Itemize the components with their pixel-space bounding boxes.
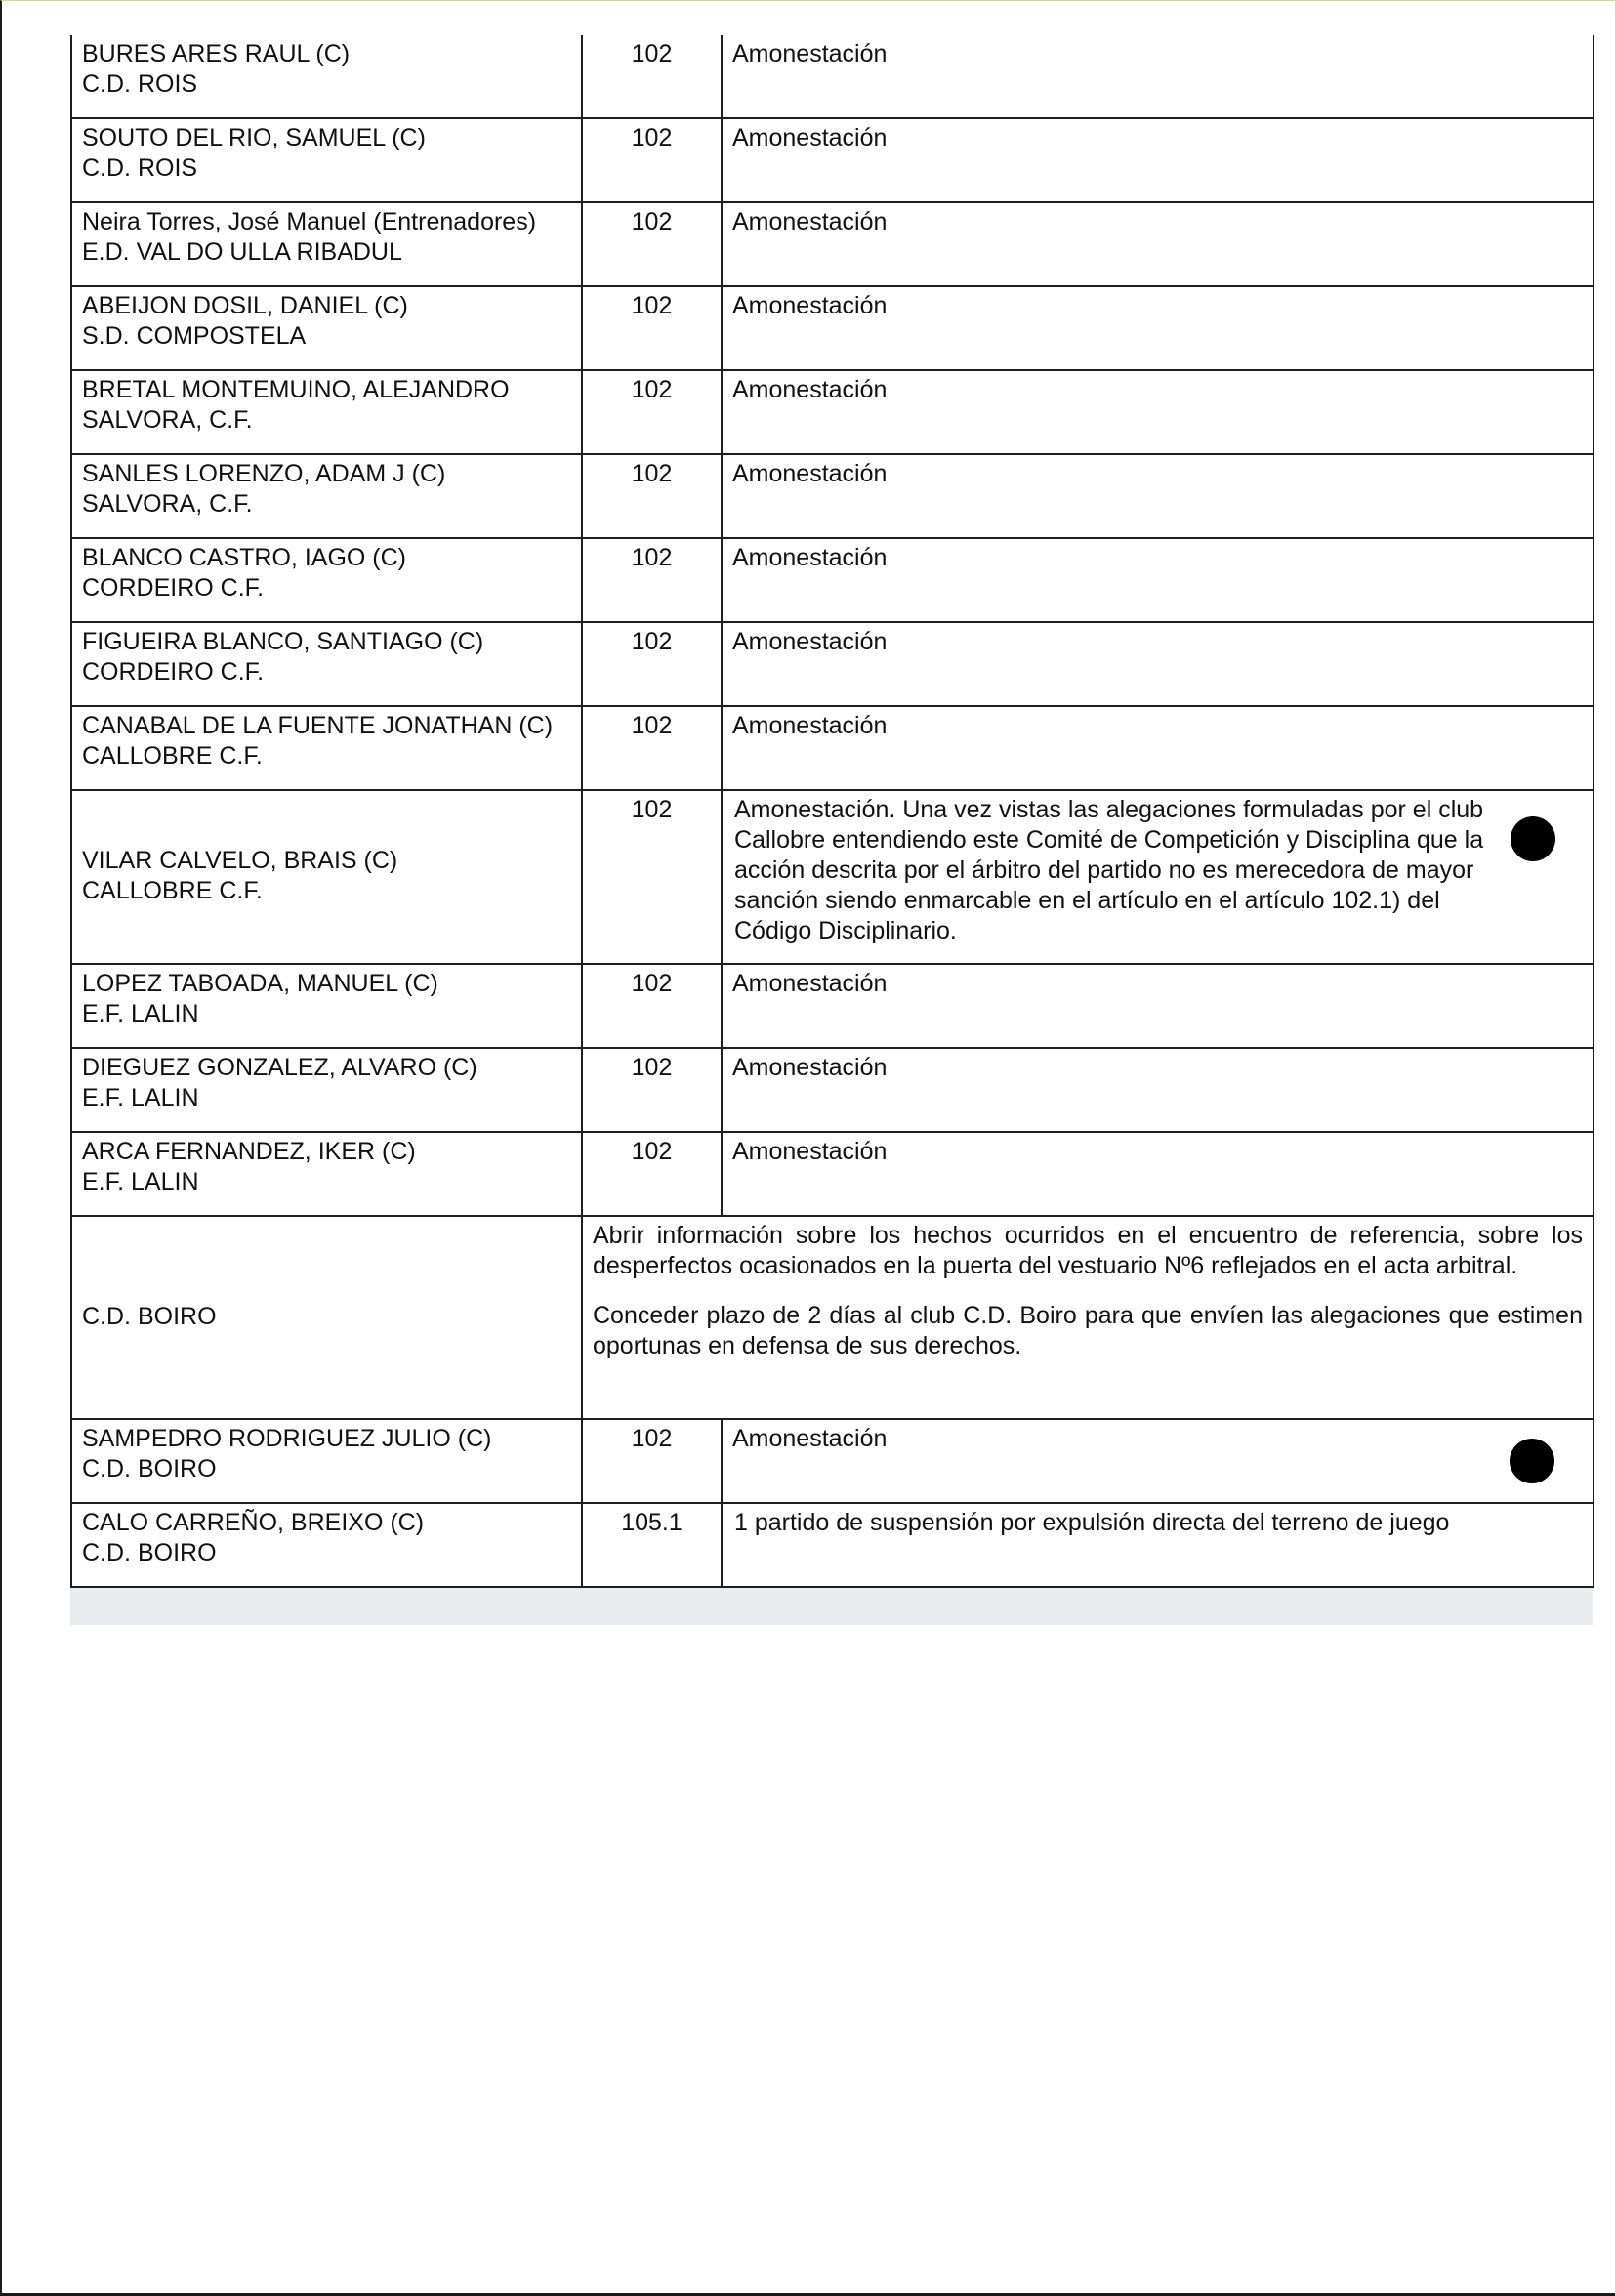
- sanctioned-person-cell: [71, 286, 582, 370]
- article-cell: 102: [582, 286, 722, 370]
- person-name: ARCA FERNANDEZ, IKER (C): [82, 1138, 416, 1165]
- person-name: BRETAL MONTEMUINO, ALEJANDRO: [82, 376, 510, 403]
- table-row: [71, 454, 1594, 538]
- resolution-cell: [722, 790, 1594, 964]
- resolution-paragraph: Conceder plazo de 2 días al club C.D. Boiro para que envíen las alegaciones que estimen oportunas en defensa de sus derechos.: [593, 1302, 1583, 1359]
- article-cell: 102: [582, 454, 722, 538]
- person-name: SAMPEDRO RODRIGUEZ JULIO (C): [82, 1425, 492, 1452]
- article-cell: 102: [582, 1419, 722, 1503]
- article-cell: 102: [582, 706, 722, 790]
- resolution-cell: 1 partido de suspensión por expulsión directa del terreno de juego: [722, 1503, 1594, 1587]
- sanctioned-person-cell: [71, 622, 582, 706]
- article-cell: 102: [582, 1048, 722, 1132]
- table-row: [71, 118, 1594, 202]
- resolution-cell: Amonestación: [722, 370, 1594, 454]
- table-row: [71, 35, 1594, 118]
- sanctioned-person-cell: [71, 1419, 582, 1503]
- club-name: C.D. ROIS: [82, 154, 198, 182]
- table-row: [71, 790, 1594, 964]
- person-name: ABEIJON DOSIL, DANIEL (C): [82, 292, 408, 319]
- club-name: E.F. LALIN: [82, 1168, 199, 1195]
- club-name: C.D. BOIRO: [82, 1302, 217, 1330]
- table-row: [71, 964, 1594, 1048]
- table-row: [71, 622, 1594, 706]
- club-resolution-cell: [582, 1216, 1594, 1419]
- person-name: DIEGUEZ GONZALEZ, ALVARO (C): [82, 1054, 477, 1081]
- resolution-cell: Amonestación: [722, 286, 1594, 370]
- hole-punch-mark: [1511, 816, 1555, 861]
- person-name: FIGUEIRA BLANCO, SANTIAGO (C): [82, 628, 484, 655]
- resolution-cell: Amonestación: [722, 1419, 1594, 1503]
- club-cell: [71, 1216, 582, 1419]
- table-row: [71, 538, 1594, 622]
- club-name: E.F. LALIN: [82, 1000, 199, 1027]
- sanctioned-person-cell: [71, 454, 582, 538]
- article-cell: 102: [582, 622, 722, 706]
- club-name: E.D. VAL DO ULLA RIBADUL: [82, 238, 402, 266]
- sanctioned-person-cell: [71, 706, 582, 790]
- person-name: CALO CARREÑO, BREIXO (C): [82, 1509, 425, 1536]
- article-cell: 102: [582, 538, 722, 622]
- paragraph-spacer: [593, 1281, 1583, 1301]
- resolution-cell: Amonestación: [722, 1132, 1594, 1216]
- article-cell: 102: [582, 790, 722, 964]
- hole-punch-mark: [1510, 1439, 1554, 1483]
- person-name: CANABAL DE LA FUENTE JONATHAN (C): [82, 712, 554, 739]
- person-name: BLANCO CASTRO, IAGO (C): [82, 544, 406, 571]
- article-cell: 102: [582, 202, 722, 286]
- article-cell: 102: [582, 35, 722, 118]
- club-name: CALLOBRE C.F.: [82, 877, 263, 904]
- sanctioned-person-cell: [71, 1503, 582, 1587]
- article-cell: 105.1: [582, 1503, 722, 1587]
- club-name: CORDEIRO C.F.: [82, 658, 265, 686]
- article-cell: 102: [582, 370, 722, 454]
- table-row: [71, 202, 1594, 286]
- resolution-cell: Amonestación: [722, 35, 1594, 118]
- club-name: E.F. LALIN: [82, 1084, 199, 1111]
- table-row: [71, 370, 1594, 454]
- table-row: [71, 1503, 1594, 1587]
- club-name: CORDEIRO C.F.: [82, 574, 265, 602]
- club-name: S.D. COMPOSTELA: [82, 322, 307, 350]
- sanctions-table: [70, 35, 1594, 1588]
- club-name: C.D. ROIS: [82, 70, 198, 98]
- table-row: [71, 286, 1594, 370]
- sanctioned-person-cell: [71, 1132, 582, 1216]
- sanctioned-person-cell: [71, 790, 582, 964]
- table-row: [71, 1132, 1594, 1216]
- club-name: CALLOBRE C.F.: [82, 742, 263, 770]
- person-name: BURES ARES RAUL (C): [82, 40, 351, 67]
- resolution-line: Código Disciplinario.: [734, 917, 957, 944]
- person-name: VILAR CALVELO, BRAIS (C): [82, 847, 398, 874]
- resolution-line: Amonestación. Una vez vistas las alegaciones formuladas por el club: [734, 796, 1484, 823]
- resolution-cell: Amonestación: [722, 454, 1594, 538]
- sanctions-table-wrapper: [70, 35, 1593, 1588]
- resolution-cell: Amonestación: [722, 706, 1594, 790]
- person-name: LOPEZ TABOADA, MANUEL (C): [82, 970, 438, 997]
- sanctioned-person-cell: [71, 118, 582, 202]
- resolution-line: acción descrita por el árbitro del partido no es merecedora de mayor: [734, 856, 1474, 884]
- resolution-cell: Amonestación: [722, 118, 1594, 202]
- resolution-cell: Amonestación: [722, 964, 1594, 1048]
- scan-shadow-band: [70, 1588, 1593, 1625]
- table-row: [71, 1048, 1594, 1132]
- table-row: [71, 1419, 1594, 1503]
- resolution-paragraph: Abrir información sobre los hechos ocurridos en el encuentro de referencia, sobre los desperfectos ocasionados en la puerta del vestuario Nº6 reflejados en el acta arbitral.: [593, 1222, 1583, 1279]
- resolution-cell: Amonestación: [722, 1048, 1594, 1132]
- resolution-line: sanción siendo enmarcable en el artículo en el artículo 102.1) del: [734, 887, 1440, 914]
- person-name: Neira Torres, José Manuel (Entrenadores): [82, 208, 537, 235]
- club-name: SALVORA, C.F.: [82, 490, 253, 518]
- resolution-cell: Amonestación: [722, 622, 1594, 706]
- resolution-cell: Amonestación: [722, 538, 1594, 622]
- club-name: C.D. BOIRO: [82, 1539, 217, 1566]
- sanctioned-person-cell: [71, 964, 582, 1048]
- sanctioned-person-cell: [71, 35, 582, 118]
- sanctioned-person-cell: [71, 202, 582, 286]
- article-cell: 102: [582, 118, 722, 202]
- article-cell: 102: [582, 1132, 722, 1216]
- person-name: SOUTO DEL RIO, SAMUEL (C): [82, 124, 426, 151]
- resolution-line: Callobre entendiendo este Comité de Competición y Disciplina que la: [734, 826, 1484, 854]
- club-name: SALVORA, C.F.: [82, 406, 253, 434]
- sanctioned-person-cell: [71, 538, 582, 622]
- sanctioned-person-cell: [71, 1048, 582, 1132]
- person-name: SANLES LORENZO, ADAM J (C): [82, 460, 446, 487]
- sanctioned-person-cell: [71, 370, 582, 454]
- resolution-cell: Amonestación: [722, 202, 1594, 286]
- article-cell: 102: [582, 964, 722, 1048]
- table-row: [71, 1216, 1594, 1419]
- club-name: C.D. BOIRO: [82, 1455, 217, 1482]
- table-row: [71, 706, 1594, 790]
